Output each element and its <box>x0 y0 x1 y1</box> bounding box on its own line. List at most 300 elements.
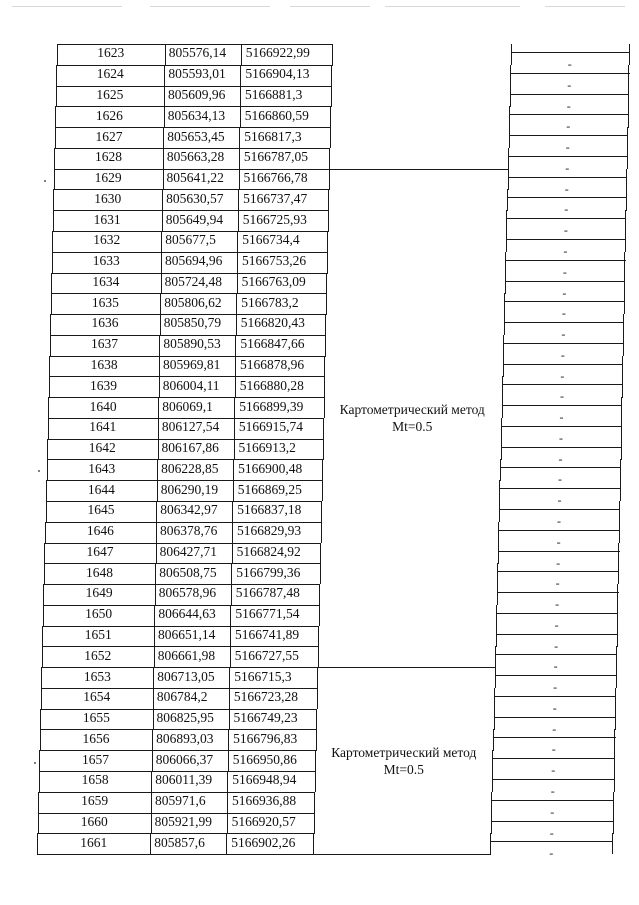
table-column-border <box>151 771 152 792</box>
point-number: 1629 <box>94 170 122 185</box>
table-column-border <box>628 65 629 86</box>
method-accuracy: Mt=0.5 <box>392 418 433 434</box>
coordinate-x: 806508,75 <box>159 564 217 580</box>
table-column-border <box>321 501 322 522</box>
coordinate-y: 5166787,05 <box>243 149 309 165</box>
coordinate-y: 5166725,93 <box>242 211 307 227</box>
note-dash: - <box>550 804 555 819</box>
method-group-border <box>313 854 491 855</box>
point-number: 1656 <box>82 730 110 746</box>
coordinate-x: 806342,97 <box>160 502 218 518</box>
table-column-border <box>229 709 230 730</box>
coordinate-x: 805630,57 <box>166 190 224 206</box>
coordinate-y: 5166766,78 <box>243 170 308 185</box>
table-column-border <box>158 439 159 460</box>
table-column-border <box>164 65 165 86</box>
table-column-border <box>162 189 163 210</box>
point-number: 1651 <box>84 626 112 642</box>
table-column-border <box>318 646 319 667</box>
table-column-border <box>229 688 230 709</box>
point-number: 1635 <box>91 294 119 310</box>
coordinate-x: 805609,96 <box>168 86 226 102</box>
table-column-border <box>621 439 622 460</box>
table-column-border <box>623 314 624 335</box>
coordinate-x: 805806,62 <box>164 294 222 310</box>
note-dash: - <box>551 742 556 757</box>
table-column-border <box>156 522 157 543</box>
note-dash: - <box>556 534 561 549</box>
table-column-border <box>238 189 239 210</box>
point-number: 1637 <box>91 336 119 352</box>
note-dash: - <box>550 783 555 798</box>
table-column-border <box>156 543 157 564</box>
table-column-border <box>616 667 617 688</box>
point-number: 1660 <box>80 813 108 829</box>
table-column-border <box>329 169 330 190</box>
table-column-border <box>321 522 322 543</box>
table-row-border <box>506 260 626 261</box>
table-column-border <box>506 231 507 252</box>
table-column-border <box>320 563 321 584</box>
table-column-border <box>161 231 162 252</box>
table-column-border <box>152 750 153 771</box>
table-column-border <box>323 439 324 460</box>
table-column-border <box>505 273 506 294</box>
coordinate-y: 5166878,96 <box>240 356 305 372</box>
table-column-border <box>232 543 233 564</box>
table-column-border <box>327 252 328 273</box>
table-column-border <box>499 501 500 522</box>
table-column-border <box>232 501 233 522</box>
coordinate-x: 805921,99 <box>154 813 212 829</box>
table-column-border <box>331 65 332 86</box>
coordinate-y: 5166899,39 <box>239 398 304 414</box>
table-column-border <box>317 667 318 688</box>
table-column-border <box>614 750 615 771</box>
coordinate-y: 5166771,54 <box>235 606 300 622</box>
note-dash: - <box>551 763 556 778</box>
table-column-border <box>626 189 627 210</box>
note-dash: - <box>562 285 567 300</box>
coordinate-y: 5166904,13 <box>245 66 310 82</box>
table-column-border <box>161 273 162 294</box>
point-number: 1626 <box>95 107 123 123</box>
coordinate-y: 5166817,3 <box>244 128 302 144</box>
table-column-border <box>491 813 492 834</box>
table-column-border <box>503 356 504 377</box>
note-dash: - <box>565 140 570 155</box>
method-group-border <box>317 667 496 668</box>
table-column-border <box>617 584 618 605</box>
coordinate-y: 5166869,25 <box>237 481 302 497</box>
coordinate-x: 805634,13 <box>167 107 226 123</box>
point-number: 1630 <box>94 190 122 206</box>
note-dash: - <box>557 493 562 508</box>
table-column-border <box>496 626 497 647</box>
table-column-border <box>230 646 231 667</box>
table-column-border <box>327 231 328 252</box>
table-column-border <box>226 833 227 854</box>
table-column-border <box>319 584 320 605</box>
coordinate-x: 806066,37 <box>155 751 214 767</box>
table-column-border <box>152 729 153 750</box>
table-column-border <box>234 439 235 460</box>
table-column-border <box>314 813 315 834</box>
coordinate-x: 806651,14 <box>158 626 216 642</box>
table-column-border <box>235 376 236 397</box>
coordinate-x: 805850,79 <box>163 315 222 331</box>
coordinate-x: 805724,48 <box>164 273 222 289</box>
table-column-border <box>495 646 496 667</box>
note-dash: - <box>554 617 559 632</box>
note-dash: - <box>555 597 560 611</box>
table-column-border <box>159 335 160 356</box>
table-column-border <box>613 813 614 834</box>
table-column-border <box>233 480 234 501</box>
table-column-border <box>159 376 160 397</box>
table-column-border <box>625 231 626 252</box>
point-number: 1648 <box>86 564 114 580</box>
table-column-border <box>234 397 235 418</box>
table-column-border <box>619 522 620 543</box>
point-number: 1627 <box>95 128 123 144</box>
point-number: 1642 <box>88 440 116 455</box>
table-column-border <box>624 293 625 314</box>
table-column-border <box>491 792 492 813</box>
coordinate-y: 5166715,3 <box>234 668 292 684</box>
note-dash: - <box>554 638 559 653</box>
table-column-border <box>164 86 165 107</box>
table-column-border <box>233 459 234 480</box>
coordinate-y: 5166787,48 <box>235 585 300 601</box>
table-column-border <box>229 667 230 688</box>
table-row-border <box>502 405 623 406</box>
table-column-border <box>622 376 623 397</box>
table-column-border <box>494 688 495 709</box>
table-column-border <box>615 688 616 709</box>
point-number: 1661 <box>80 834 108 850</box>
coordinate-x: 806228,85 <box>161 460 219 476</box>
point-number: 1645 <box>87 502 115 518</box>
table-column-border <box>230 605 231 626</box>
table-column-border <box>322 480 323 501</box>
table-column-border <box>628 86 629 107</box>
table-column-border <box>240 106 241 127</box>
point-number: 1654 <box>83 689 111 705</box>
point-number: 1649 <box>85 585 113 601</box>
table-row-border <box>511 73 630 74</box>
table-column-border <box>163 169 164 190</box>
table-row-border <box>499 509 620 510</box>
table-column-border <box>497 563 498 584</box>
note-dash: - <box>559 430 563 445</box>
point-number: 1655 <box>82 710 110 725</box>
coordinate-x: 805593,01 <box>168 66 226 82</box>
table-column-border <box>227 792 228 813</box>
table-row-border <box>500 488 621 489</box>
coordinate-x: 806069,1 <box>162 398 213 414</box>
table-column-border <box>238 210 239 231</box>
coordinate-y: 5166723,28 <box>233 689 299 705</box>
note-dash: - <box>552 721 557 736</box>
coordinate-y: 5166763,09 <box>241 273 306 289</box>
table-column-border <box>150 833 151 854</box>
table-column-border <box>618 543 619 564</box>
point-number: 1628 <box>95 149 123 165</box>
table-row-border <box>511 52 630 53</box>
table-column-border <box>153 667 154 688</box>
coordinate-x: 806127,54 <box>161 419 220 435</box>
note-dash: - <box>562 264 567 279</box>
table-column-border <box>325 314 326 335</box>
point-number: 1638 <box>90 356 118 372</box>
table-column-border <box>502 397 503 418</box>
table-column-border <box>619 501 620 522</box>
table-row-border <box>509 135 628 136</box>
table-column-border <box>615 709 616 730</box>
point-number: 1647 <box>86 543 114 559</box>
note-dash: - <box>558 472 562 487</box>
note-dash: - <box>564 181 569 196</box>
table-column-border <box>237 273 238 294</box>
table-column-border <box>236 293 237 314</box>
table-row-border <box>503 364 624 365</box>
table-column-border <box>316 709 317 730</box>
table-row-border <box>501 447 622 448</box>
coordinate-y: 5166734,4 <box>242 232 300 248</box>
note-dash: - <box>553 659 558 674</box>
note-dash: - <box>560 368 565 383</box>
table-column-border <box>318 626 319 647</box>
table-column-border <box>320 543 321 564</box>
note-dash: - <box>566 98 571 113</box>
point-number: 1631 <box>93 211 121 227</box>
point-number: 1650 <box>85 606 113 622</box>
table-column-border <box>504 293 505 314</box>
table-column-border <box>624 252 625 273</box>
table-column-border <box>151 813 152 834</box>
table-column-border <box>329 148 330 169</box>
note-dash: - <box>560 347 565 362</box>
table-column-border <box>332 44 333 65</box>
table-row-border <box>496 634 618 635</box>
table-column-border <box>157 459 158 480</box>
coordinate-y: 5166913,2 <box>238 440 296 455</box>
point-number: 1639 <box>90 377 118 393</box>
note-dash: - <box>552 700 557 715</box>
table-row-border <box>500 467 621 468</box>
note-dash: - <box>567 77 572 92</box>
table-row-border <box>37 854 314 855</box>
table-column-border <box>496 605 497 626</box>
table-column-border <box>230 626 231 647</box>
table-column-border <box>313 833 314 854</box>
table-row-border <box>507 218 627 219</box>
table-row-border <box>494 717 616 718</box>
table-column-border <box>322 459 323 480</box>
coordinate-y: 5166749,23 <box>233 710 298 725</box>
table-column-border <box>625 210 626 231</box>
method-name: Картометрический метод <box>331 744 477 760</box>
table-row-border <box>501 426 622 427</box>
coordinate-y: 5166880,28 <box>239 377 304 393</box>
note-dash: - <box>561 306 566 321</box>
coordinate-x: 806893,03 <box>156 730 214 746</box>
table-column-border <box>157 480 158 501</box>
table-column-border <box>621 418 622 439</box>
table-column-border <box>614 771 615 792</box>
method-label <box>315 744 492 778</box>
table-row-border <box>510 94 629 95</box>
table-column-border <box>628 106 629 127</box>
table-row-border <box>509 114 628 115</box>
table-column-border <box>158 418 159 439</box>
table-column-border <box>156 501 157 522</box>
table-column-border <box>154 626 155 647</box>
table-column-border <box>493 729 494 750</box>
coordinate-x: 805649,94 <box>165 211 224 227</box>
table-column-border <box>325 335 326 356</box>
coordinate-x: 806644,63 <box>158 606 216 622</box>
table-column-border <box>239 127 240 148</box>
table-column-border <box>160 314 161 335</box>
coordinate-y: 5166936,88 <box>232 793 297 809</box>
note-dash: - <box>561 327 566 341</box>
table-column-border <box>231 584 232 605</box>
table-column-border <box>511 44 512 65</box>
point-number: 1636 <box>91 315 119 331</box>
point-number: 1632 <box>93 232 121 248</box>
method-accuracy: Mt=0.5 <box>383 761 424 777</box>
table-column-border <box>622 356 623 377</box>
table-row-border <box>505 301 625 302</box>
table-column-border <box>495 667 496 688</box>
table-column-border <box>154 646 155 667</box>
coordinate-y: 5166920,57 <box>231 813 296 829</box>
table-row-border <box>491 821 614 822</box>
point-number: 1641 <box>89 419 117 435</box>
table-column-border <box>490 833 491 854</box>
coordinate-y: 5166741,89 <box>235 626 300 642</box>
table-column-border <box>236 314 237 335</box>
note-dash: - <box>558 451 563 466</box>
coordinate-x: 805971,6 <box>155 793 206 809</box>
point-number: 1644 <box>87 481 115 497</box>
table-column-border <box>239 148 240 169</box>
table-column-border <box>240 86 241 107</box>
coordinate-y: 5166829,93 <box>237 523 302 539</box>
table-column-border <box>160 293 161 314</box>
table-column-border <box>324 376 325 397</box>
table-column-border <box>504 314 505 335</box>
coordinate-x: 805653,45 <box>167 128 225 144</box>
coordinate-y: 5166799,36 <box>236 564 301 580</box>
table-row-border <box>506 239 626 240</box>
coordinate-x: 806578,96 <box>158 585 217 601</box>
coordinate-y: 5166753,26 <box>242 253 307 269</box>
table-column-border <box>506 210 507 231</box>
table-column-border <box>237 252 238 273</box>
table-row-border <box>507 197 627 198</box>
table-row-border <box>497 613 619 614</box>
table-column-border <box>494 709 495 730</box>
table-column-border <box>626 169 627 190</box>
coordinate-y: 5166902,26 <box>231 834 296 850</box>
table-row-border <box>493 737 615 738</box>
table-column-border <box>505 252 506 273</box>
coordinate-x: 805857,6 <box>154 834 205 850</box>
coordinate-y: 5166737,47 <box>243 190 308 206</box>
table-column-border <box>509 127 510 148</box>
table-column-border <box>620 480 621 501</box>
table-row-border <box>502 384 623 385</box>
coordinate-x: 805969,81 <box>163 356 221 372</box>
table-column-border <box>235 356 236 377</box>
coordinate-x: 805677,5 <box>165 232 216 248</box>
table-column-border <box>227 771 228 792</box>
coordinate-x: 805576,14 <box>168 45 227 61</box>
note-dash: - <box>553 680 558 695</box>
table-column-border <box>499 480 500 501</box>
coordinate-y: 5166860,59 <box>244 107 309 123</box>
table-column-border <box>165 44 166 65</box>
table-column-border <box>507 189 508 210</box>
table-column-border <box>314 792 315 813</box>
table-column-border <box>498 522 499 543</box>
table-row-border <box>505 281 625 282</box>
table-column-border <box>618 563 619 584</box>
table-row-border <box>504 343 624 344</box>
table-column-border <box>240 65 241 86</box>
table-row-border <box>499 530 620 531</box>
table-column-border <box>614 729 615 750</box>
point-number: 1643 <box>88 460 116 476</box>
coordinate-x: 805641,22 <box>166 170 224 185</box>
note-dash: - <box>565 160 570 175</box>
table-row-border <box>508 177 628 178</box>
note-dash: - <box>557 513 561 528</box>
table-column-border <box>163 148 164 169</box>
table-column-border <box>492 750 493 771</box>
table-column-border <box>497 584 498 605</box>
table-column-border <box>627 127 628 148</box>
note-dash: - <box>566 119 571 134</box>
table-column-border <box>620 459 621 480</box>
table-column-border <box>617 626 618 647</box>
table-column-border <box>239 169 240 190</box>
coordinate-x: 806167,86 <box>161 440 219 455</box>
point-number: 1633 <box>92 253 120 269</box>
table-column-border <box>227 813 228 834</box>
table-column-border <box>613 792 614 813</box>
coordinate-x: 806661,98 <box>157 647 216 663</box>
point-number: 1625 <box>96 86 124 102</box>
point-number: 1646 <box>86 523 114 539</box>
point-number: 1623 <box>97 45 125 61</box>
coordinate-y: 5166915,74 <box>238 419 304 435</box>
table-column-border <box>163 127 164 148</box>
table-column-border <box>508 148 509 169</box>
table-column-border <box>235 335 236 356</box>
point-number: 1659 <box>81 793 109 809</box>
table-column-border <box>234 418 235 439</box>
coordinate-y: 5166881,3 <box>245 86 303 102</box>
point-number: 1658 <box>81 772 109 788</box>
coordinate-x: 806713,05 <box>157 668 215 684</box>
table-column-border <box>328 210 329 231</box>
coordinate-y: 5166900,48 <box>238 460 303 476</box>
note-dash: - <box>555 576 560 591</box>
